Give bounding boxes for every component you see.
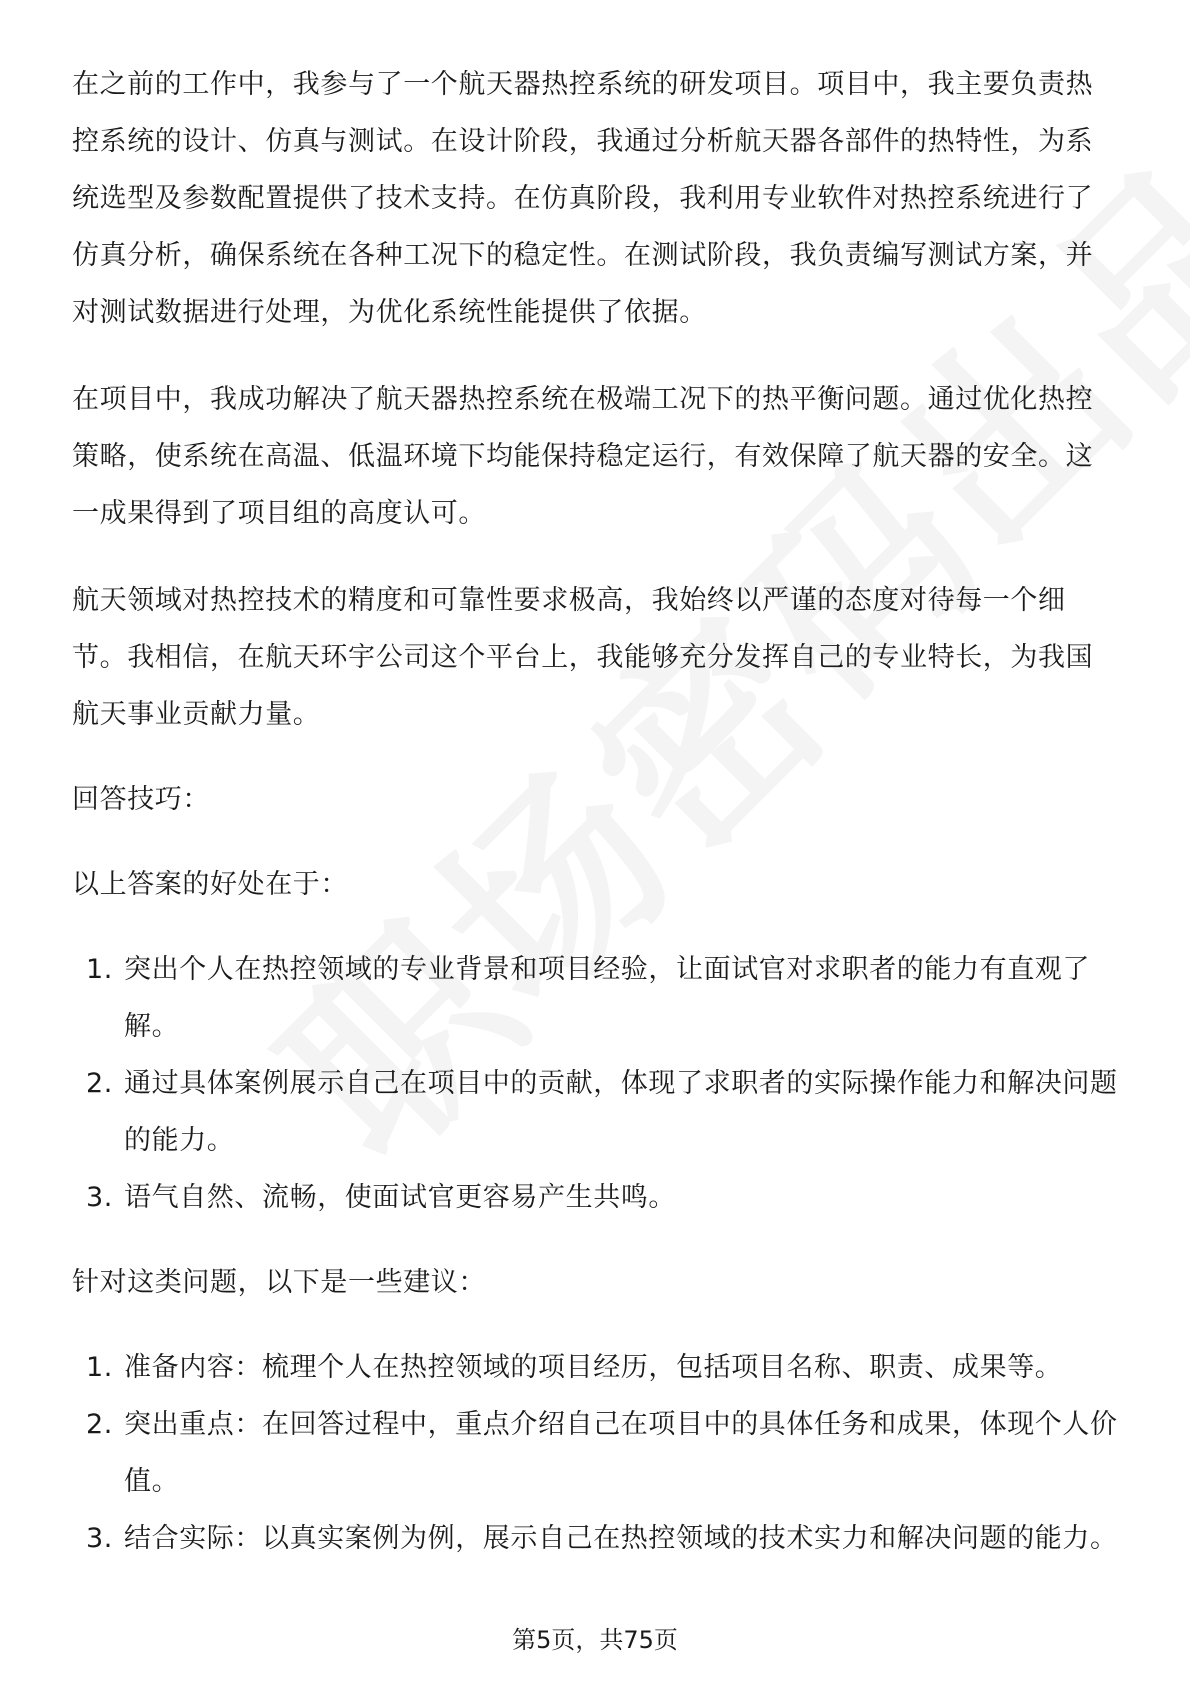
paragraph-motivation: 航天领域对热控技术的精度和可靠性要求极高，我始终以严谨的态度对待每一个细节。我相信，在航天环宇公司这个平台上，我能够充分发挥自己的专业特长，为我国航天事业贡献力量。 xyxy=(72,585,1094,730)
list-item xyxy=(72,1055,1120,1169)
benefits-heading: 以上答案的好处在于： xyxy=(72,869,348,900)
list-item xyxy=(72,941,1120,1055)
list-item-number: 2. xyxy=(86,1409,113,1440)
page-number-footer: 第5页，共75页 xyxy=(512,1626,678,1654)
paragraph-project-experience: 在之前的工作中，我参与了一个航天器热控系统的研发项目。项目中，我主要负责热控系统的设计、仿真与测试。在设计阶段，我通过分析航天器各部件的热特性，为系统选型及参数配置提供了技术支持。在仿真阶段，我利用专业软件对热控系统进行了仿真分析，确保系统在各种工况下的稳定性。在测试阶段，我负责编写测试方案，并对测试数据进行处理，为优化系统性能提供了依据。 xyxy=(72,69,1094,328)
list-item xyxy=(72,1510,1120,1567)
tips-heading: 回答技巧： xyxy=(72,784,210,815)
list-item-number: 2. xyxy=(86,1068,113,1099)
list-item-text: 语气自然、流畅，使面试官更容易产生共鸣。 xyxy=(124,1182,676,1213)
document-body xyxy=(72,56,1120,1567)
list-item xyxy=(72,1339,1120,1396)
list-item-number: 3. xyxy=(86,1523,113,1554)
advice-heading: 针对这类问题，以下是一些建议： xyxy=(72,1267,486,1298)
list-item-number: 3. xyxy=(86,1182,113,1213)
list-item-text: 结合实际：以真实案例为例，展示自己在热控领域的技术实力和解决问题的能力。 xyxy=(124,1523,1118,1554)
list-item-number: 1. xyxy=(86,1352,113,1383)
list-item-number: 1. xyxy=(86,954,113,985)
list-item-text: 准备内容：梳理个人在热控领域的项目经历，包括项目名称、职责、成果等。 xyxy=(124,1352,1063,1383)
list-item xyxy=(72,1396,1120,1510)
list-item xyxy=(72,1169,1120,1226)
list-item-text: 突出重点：在回答过程中，重点介绍自己在项目中的具体任务和成果，体现个人价值。 xyxy=(124,1409,1118,1497)
list-item-text: 突出个人在热控领域的专业背景和项目经验，让面试官对求职者的能力有直观了解。 xyxy=(124,954,1090,1042)
list-item-text: 通过具体案例展示自己在项目中的贡献，体现了求职者的实际操作能力和解决问题的能力。 xyxy=(124,1068,1118,1156)
advice-list xyxy=(72,1339,1120,1567)
benefits-list xyxy=(72,941,1120,1226)
paragraph-achievement: 在项目中，我成功解决了航天器热控系统在极端工况下的热平衡问题。通过优化热控策略，使系统在高温、低温环境下均能保持稳定运行，有效保障了航天器的安全。这一成果得到了项目组的高度认可。 xyxy=(72,384,1094,529)
